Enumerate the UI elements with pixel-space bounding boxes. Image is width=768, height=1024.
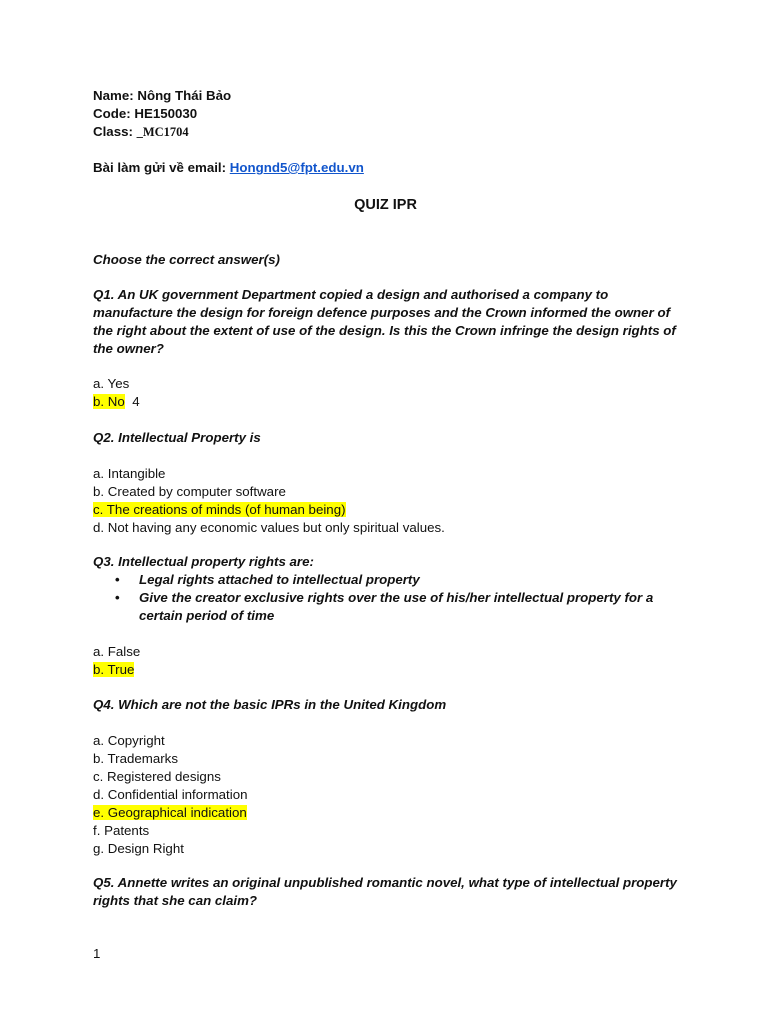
- bullet-item: • Legal rights attached to intellectual property: [115, 572, 420, 587]
- question-3-text: Q3. Intellectual property rights are:: [93, 554, 314, 569]
- question-1: [93, 286, 678, 358]
- question-2-text: Q2. Intellectual Property is: [93, 430, 261, 445]
- question-4-text: Q4. Which are not the basic IPRs in the United Kingdom: [93, 697, 447, 712]
- question-5: [93, 874, 678, 910]
- instruction: Choose the correct answer(s): [93, 252, 280, 267]
- question-3: [93, 553, 678, 625]
- question-2: [93, 429, 678, 447]
- answer-option: d. Not having any economic values but only spiritual values.: [93, 520, 445, 535]
- bullet-icon: •: [115, 572, 120, 587]
- answer-option: d. Confidential information: [93, 787, 248, 802]
- question-5-text: Q5. Annette writes an original unpublished romantic novel, what type of intellectual property rights that she can claim?: [93, 875, 677, 908]
- answer-option: c. Registered designs: [93, 769, 221, 784]
- answer-option: g. Design Right: [93, 841, 184, 856]
- question-4-options: [93, 732, 678, 858]
- page-number: 1: [93, 946, 101, 961]
- selected-answer: b. True: [93, 662, 135, 677]
- selected-answer: e. Geographical indication: [93, 805, 247, 820]
- quiz-title: QUIZ IPR: [354, 197, 417, 213]
- answer-option: a. Copyright: [93, 733, 165, 748]
- email-line: [93, 159, 678, 177]
- question-1-text: Q1. An UK government Department copied a design and authorised a company to manufacture the design for foreign defence purposes and the Crown informed the owner of the right about the extent of use of the design. Is this the Crown infringe the design rights of the owner?: [93, 287, 676, 356]
- selected-answer: c. The creations of minds (of human being): [93, 502, 346, 517]
- student-class: [93, 123, 678, 141]
- student-name: Name: Nông Thái Bảo: [93, 88, 232, 103]
- question-3-bullets: [93, 571, 678, 625]
- answer-note: 4: [132, 394, 140, 409]
- page-footer: [93, 945, 678, 963]
- answer-option: a. Intangible: [93, 466, 166, 481]
- bullet-icon: •: [115, 590, 120, 605]
- answer-option: b. Created by computer software: [93, 484, 286, 499]
- email-link[interactable]: Hongnd5@fpt.edu.vn: [229, 160, 364, 175]
- question-1-options: [93, 375, 678, 411]
- question-4: [93, 696, 678, 714]
- quiz-title-block: [93, 196, 678, 214]
- selected-answer: b. No: [93, 394, 125, 409]
- class-value: _MC1704: [136, 125, 189, 139]
- question-2-options: [93, 465, 678, 537]
- student-header: [93, 87, 678, 141]
- answer-option: a. False: [93, 644, 141, 659]
- question-3-options: [93, 643, 678, 679]
- answer-option: b. Trademarks: [93, 751, 178, 766]
- answer-option: f. Patents: [93, 823, 150, 838]
- answer-option: a. Yes: [93, 376, 130, 391]
- bullet-item: • Give the creator exclusive rights over the use of his/her intellectual property for a certain period of time: [115, 590, 654, 623]
- class-label: Class:: [93, 124, 137, 139]
- email-prefix: Bài làm gửi về email:: [93, 160, 230, 175]
- student-code: Code: HE150030: [93, 106, 198, 121]
